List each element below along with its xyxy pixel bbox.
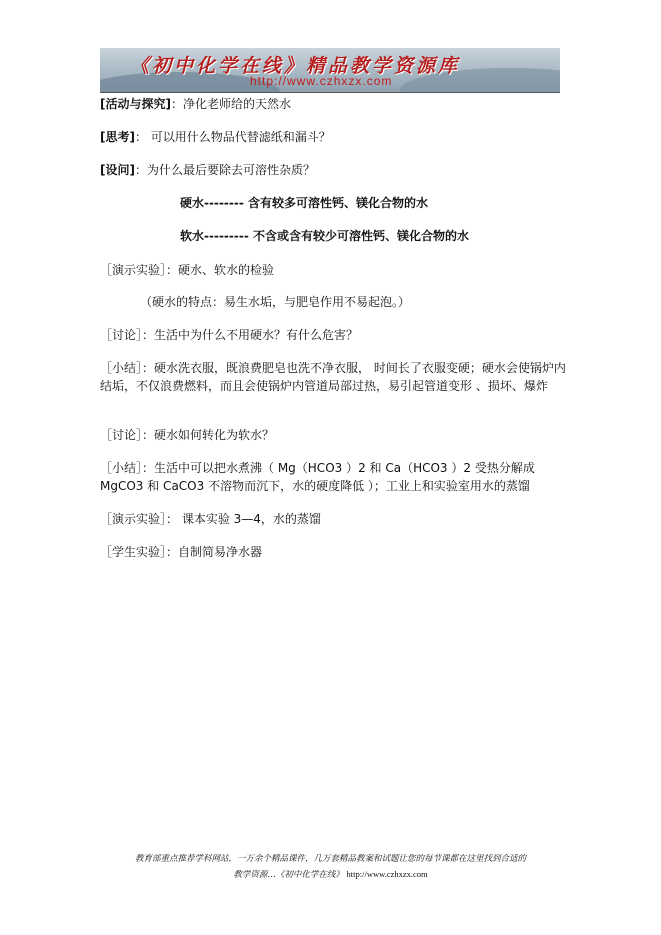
summary-paragraph-1: ［小结］：硬水洗衣服，既浪费肥皂也洗不净衣服， 时间长了衣服变硬；硬水会使锅炉内结垢，不仅浪费燃料，而且会使锅炉内管道局部过热，易引起管道变形 、损坏、爆炸 <box>100 361 566 393</box>
demo-experiment-line: ［演示实验］：硬水、软水的检验 <box>100 263 275 277</box>
question-text: ：为什么最后要除去可溶性杂质？ <box>134 163 315 177</box>
activity-text: ：净化老师给的天然水 <box>170 97 291 111</box>
question-tag: [设问] <box>100 163 135 177</box>
header-divider <box>100 92 560 93</box>
think-line <box>100 128 570 146</box>
activity-tag: [活动与探究] <box>100 97 171 111</box>
hard-water-definition: 硬水-------- 含有较多可溶性钙、镁化合物的水 <box>180 196 429 210</box>
demo-distillation-line: ［演示实验］： 课本实验 3—4，水的蒸馏 <box>100 512 321 526</box>
banner-url[interactable]: http://www.czhxzx.com <box>250 74 393 88</box>
question-line <box>100 161 570 179</box>
footer-line-2 <box>60 867 601 883</box>
soft-water-definition: 软水--------- 不含或含有较少可溶性钙、镁化合物的水 <box>180 229 470 243</box>
discussion-line-1: ［讨论］：生活中为什么不用硬水？有什么危害？ <box>100 328 359 342</box>
footer-line-1: 教育部重点推荐学科网站，一万余个精品课件，几万套精品教案和试题让您的每节课都在这里找到合适的 <box>134 854 526 864</box>
footer-url[interactable]: http://www.czhxzx.com <box>346 869 428 879</box>
page-footer <box>60 852 601 883</box>
banner-title: 《初中化学在线》精品教学资源库 <box>130 55 461 77</box>
think-tag: [思考] <box>100 130 135 144</box>
footer-site-name: 教学资源…《初中化学在线》 <box>233 870 344 880</box>
think-text: ： 可以用什么物品代替滤纸和漏斗？ <box>134 130 331 144</box>
summary-paragraph-2: ［小结］：生活中可以把水煮沸（ Mg（HCO3 ）2 和 Ca（HCO3 ）2 受热分解成 MgCO3 和 CaCO3 不溶物而沉下，水的硬度降低 ）；工业上和实验室用水的蒸馏 <box>100 461 535 493</box>
header-banner <box>100 48 560 92</box>
activity-line <box>100 95 570 113</box>
hard-water-feature-note: （硬水的特点：易生水垢，与肥皂作用不易起泡。） <box>140 295 411 309</box>
discussion-line-2: ［讨论］：硬水如何转化为软水？ <box>100 428 275 442</box>
student-experiment-line: ［学生实验］：自制简易净水器 <box>100 545 263 559</box>
